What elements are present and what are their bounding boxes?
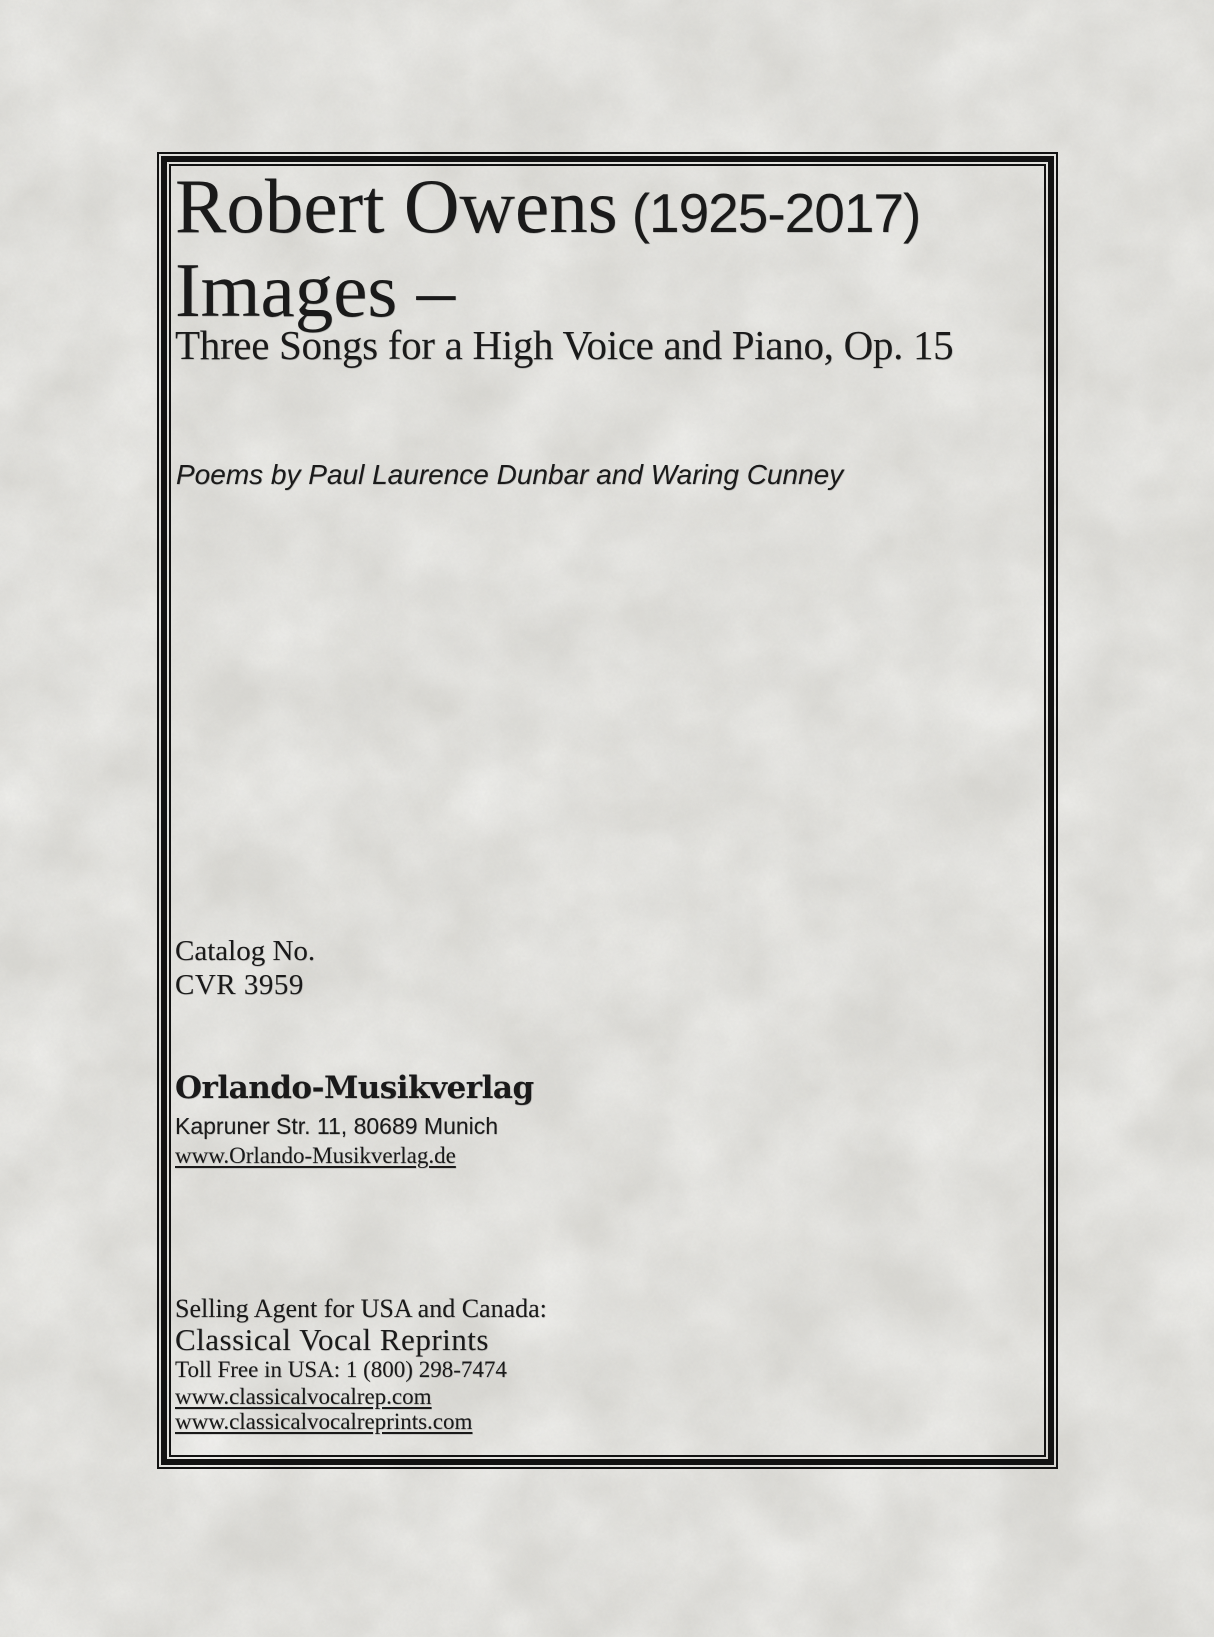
catalog-number: CVR 3959 <box>175 969 304 1001</box>
poems-credit: Poems by Paul Laurence Dunbar and Waring Cunney <box>176 459 844 490</box>
work-title: Images – <box>175 247 456 333</box>
publisher-name: Orlando-Musikverlag <box>175 1070 534 1106</box>
composer-name: Robert Owens <box>175 163 618 249</box>
publisher-address: Kapruner Str. 11, 80689 Munich <box>175 1113 499 1139</box>
selling-agent-name: Classical Vocal Reprints <box>175 1322 489 1357</box>
selling-agent-website-url-2: www.classicalvocalreprints.com <box>175 1409 473 1434</box>
publisher-website-url: www.Orlando-Musikverlag.de <box>175 1143 456 1168</box>
selling-agent-website-url-1: www.classicalvocalrep.com <box>175 1384 432 1409</box>
catalog-label: Catalog No. <box>175 935 316 967</box>
composer-dates: (1925-2017) <box>631 182 921 244</box>
work-subtitle: Three Songs for a High Voice and Piano, Op. 15 <box>175 322 954 368</box>
selling-agent-heading: Selling Agent for USA and Canada: <box>175 1294 547 1323</box>
title-line <box>175 163 921 249</box>
selling-agent-phone: Toll Free in USA: 1 (800) 298-7474 <box>175 1357 507 1382</box>
